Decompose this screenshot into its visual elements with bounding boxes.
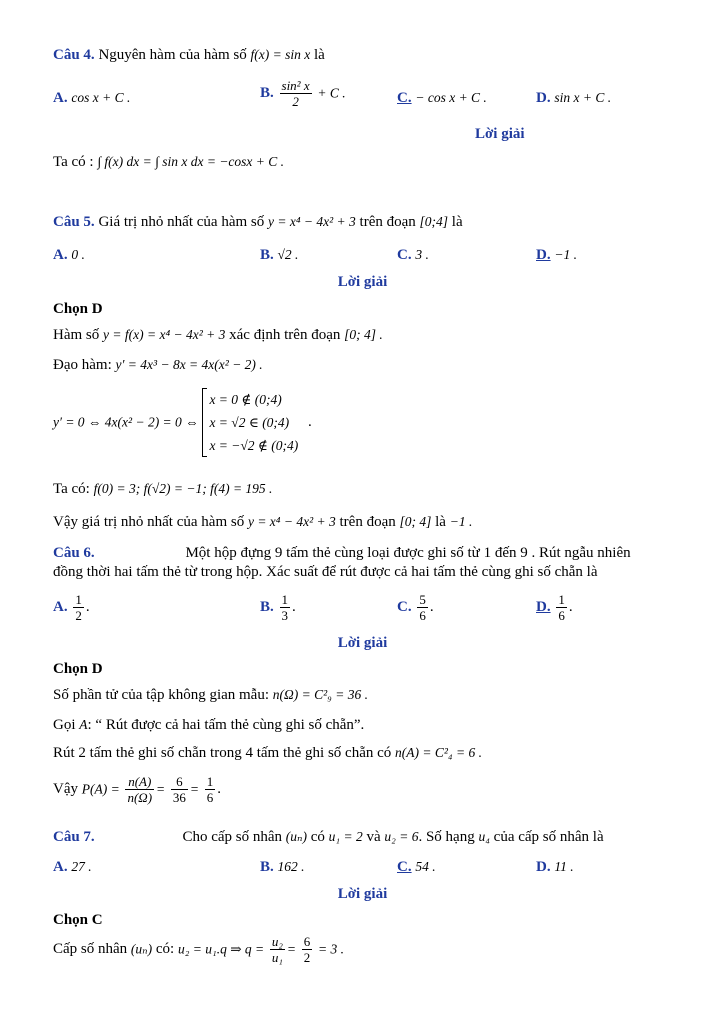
q4-option-b-label: B. [260, 85, 274, 101]
q5-step4 [53, 480, 272, 498]
q7-stem2: có [310, 829, 325, 845]
q7-step1-text2: có: [155, 941, 175, 957]
q6-step1 [53, 686, 368, 704]
q7-option-c-text: 54 . [415, 859, 436, 874]
q4-func: f(x) = sin x [250, 47, 311, 62]
q7-option-a-text: 27 . [71, 859, 92, 874]
q5-func: y = x⁴ − 4x² + 3 [267, 214, 356, 229]
q5-interval: [0;4] [419, 214, 449, 229]
q5-step5-text2: trên đoạn [339, 514, 396, 530]
q6-step4-f1-num: n(A) [125, 774, 154, 790]
q5-step5-math2: [0; 4] [399, 514, 432, 529]
q7-option-b[interactable] [260, 858, 305, 876]
q5-tail: là [451, 214, 463, 230]
q6-option-b-label: B. [260, 599, 274, 615]
q5-step5-math3: −1 . [449, 514, 473, 529]
q5-step5-text: Vậy giá trị nhỏ nhất của hàm số [53, 514, 245, 530]
q6-option-b-den: 3 [281, 608, 289, 623]
q5-step5 [53, 513, 472, 531]
q5-step1 [53, 326, 383, 344]
q7-option-a[interactable] [53, 858, 92, 876]
q4-option-d[interactable] [536, 89, 611, 107]
q4-option-b-num: sin² x [281, 78, 310, 93]
q7-option-c-label: C. [397, 859, 412, 875]
q7-choice: Chọn C [53, 912, 103, 928]
q4-option-a-text: cos x + C . [71, 90, 131, 105]
q5-option-c-label: C. [397, 247, 412, 263]
q6-stem-line2: đồng thời hai tấm thẻ từ trong hộp. Xác suất để rút được cả hai tấm thẻ cùng ghi số chẵn là [53, 564, 598, 580]
q6-option-c-fraction [417, 592, 428, 623]
q7-step1-f1-den: u₁ [271, 950, 283, 965]
q4-work-line [53, 153, 284, 171]
q6-option-c[interactable]: C. $\frac{5}{6}$ . [397, 592, 434, 623]
q5-mid: trên đoạn [359, 214, 416, 230]
q5-step3-lead: y′ = 0 ⇔ 4x(x² − 2) = 0 ⇔ [53, 414, 199, 430]
q5-choice: Chọn D [53, 301, 103, 317]
q7-stem-math3: u₂ = 6 [384, 829, 419, 844]
q4-option-a[interactable] [53, 89, 130, 107]
q6-solution-title: Lời giải [337, 635, 388, 651]
q7-step1-end: = 3 . [318, 941, 345, 957]
q7-step1-math: (uₙ) [130, 941, 153, 957]
q6-label: Câu 6. [53, 545, 95, 561]
q5-option-b-text: √2 . [277, 247, 299, 262]
q5-step3-case3: x = −√2 ∉ (0;4) [209, 438, 299, 453]
q7-option-d[interactable] [536, 858, 574, 876]
q6-step4-f2-den: 36 [172, 790, 186, 805]
q5-step1-math2: [0; 4] . [344, 327, 383, 342]
q5-option-d-text: −1 . [554, 247, 577, 262]
q6-option-b-num: 1 [281, 592, 289, 607]
q7-solution-title: Lời giải [337, 886, 388, 902]
q6-step4-f3-den: 6 [206, 790, 214, 805]
q4-option-b[interactable] [260, 78, 346, 109]
q5-option-c-text: 3 . [415, 247, 429, 262]
q4-stem-line [53, 46, 325, 64]
q6-stem-line1 [53, 544, 631, 562]
q4-option-b-fraction [280, 78, 312, 109]
q7-option-a-label: A. [53, 859, 68, 875]
q6-option-d-num: 1 [558, 592, 565, 607]
q6-step2-text2: : “ Rút được cả hai tấm thẻ cùng ghi số chẵn”. [87, 717, 365, 733]
q5-stem: Giá trị nhỏ nhất của hàm số [98, 214, 265, 230]
q5-step3-case2: x = √2 ∈ (0;4) [209, 415, 290, 430]
q6-step2 [53, 716, 364, 734]
q4-option-d-label: D. [536, 90, 551, 106]
q6-option-d-label: D. [536, 599, 551, 615]
q6-step4-f2-num: 6 [171, 774, 188, 790]
q7-step1-f1-num: u₂ [271, 934, 283, 949]
q4-stem: Nguyên hàm của hàm số [98, 47, 247, 63]
q7-stem-math2: u₁ = 2 [328, 829, 363, 844]
q7-option-b-text: 162 . [277, 859, 305, 874]
q7-option-b-label: B. [260, 859, 274, 875]
q7-step1: Cấp số nhân (uₙ) có: u₂ = u₁.q ⇒ q = $\frac{\text{u₂}}{\text{u₁}}$ = $\frac{6}{2}$ = 3 . [53, 934, 345, 965]
q7-stem-math1: (uₙ) [285, 829, 307, 844]
q6-option-a[interactable]: A. $\frac{1}{2}$ . [53, 592, 90, 623]
q6-step1-math: n(Ω) = C²₉ = 36 . [272, 687, 368, 702]
q7-option-d-label: D. [536, 859, 551, 875]
q6-stem1: Một hộp đựng 9 tấm thẻ cùng loại được ghi số từ 1 đến 9 . Rút ngẫu nhiên [185, 545, 631, 561]
q6-option-c-label: C. [397, 599, 412, 615]
q7-option-d-text: 11 . [554, 859, 574, 874]
q6-option-c-den: 6 [419, 608, 426, 623]
q7-step1-math2: u₂ = u₁.q ⇒ q = [177, 941, 265, 957]
q6-option-b-fraction [280, 592, 291, 623]
q6-step2-math: A [79, 717, 88, 732]
q5-option-a-text: 0 . [71, 247, 85, 262]
q7-stem5: của cấp số nhân là [493, 829, 604, 845]
q6-step4-f3-num: 1 [206, 774, 214, 789]
q5-step5-math: y = x⁴ − 4x² + 3 [247, 514, 336, 529]
q6-choice: Chọn D [53, 661, 103, 677]
q6-option-b[interactable]: B. $\frac{1}{3}$ . [260, 592, 296, 623]
q7-stem3: và [366, 829, 381, 845]
q7-stem-line [53, 828, 604, 846]
q4-tail: là [313, 47, 325, 63]
q7-step1-f2-den: 2 [303, 950, 311, 965]
q5-step4-text: Ta có: [53, 481, 90, 497]
q5-step1-text: Hàm số [53, 327, 100, 343]
q6-step3-math: n(A) = C²₄ = 6 . [395, 745, 482, 760]
q5-option-a[interactable] [53, 246, 85, 264]
q5-option-d[interactable] [536, 246, 577, 264]
q6-step3 [53, 744, 482, 762]
q6-option-a-label: A. [53, 599, 68, 615]
q4-work-math: ∫ f(x) dx = ∫ sin x dx = −cosx + C . [97, 154, 285, 169]
q4-option-c-text: − cos x + C . [415, 90, 487, 105]
q5-option-b[interactable] [260, 246, 298, 264]
q4-option-a-label: A. [53, 90, 68, 106]
q7-step1-text: Cấp số nhân [53, 941, 128, 957]
q6-step4-text: Vậy [53, 781, 78, 797]
q6-option-d-den: 6 [558, 608, 565, 623]
q7-option-c[interactable] [397, 858, 436, 876]
q6-step4-lead: P(A) = [81, 781, 120, 797]
q6-option-c-num: 5 [419, 592, 426, 607]
q5-step4-math: f(0) = 3; f(√2) = −1; f(4) = 195 . [93, 481, 273, 496]
q6-step4-f1-den: n(Ω) [127, 790, 153, 805]
q5-step2 [53, 356, 263, 374]
q5-step1-text2: xác định trên đoạn [229, 327, 341, 343]
q5-step3 [53, 388, 312, 457]
q4-option-c-label: C. [397, 90, 412, 106]
q6-step4-fraction3 [205, 774, 216, 805]
q5-option-d-label: D. [536, 247, 551, 263]
q6-option-a-num: 1 [75, 592, 82, 607]
q4-option-b-tail: + C . [317, 85, 346, 101]
q5-step1-math: y = f(x) = x⁴ − 4x² + 3 [103, 327, 226, 342]
q6-step4-fraction2 [171, 774, 188, 805]
q6-step4-fraction1 [125, 774, 154, 805]
q5-option-c[interactable] [397, 246, 429, 264]
q6-step2-text: Gọi [53, 717, 76, 733]
q6-step1-text: Số phần tử của tập không gian mẫu: [53, 687, 270, 703]
q6-step4: Vậy P(A) = $\frac{n(A)}{n(\Omega)}$ = $\frac{6}{36}$ = $\frac{1}{6}$ . [53, 774, 222, 805]
q5-step3-cases [202, 388, 298, 457]
q4-option-d-text: sin x + C . [554, 90, 612, 105]
q5-step2-math: y′ = 4x³ − 8x = 4x(x² − 2) . [115, 357, 263, 372]
q7-stem-math4: u₄ [478, 829, 490, 844]
q6-step3-text: Rút 2 tấm thẻ ghi số chẵn trong 4 tấm thẻ ghi số chẵn có [53, 745, 392, 761]
q6-option-d-fraction [556, 592, 567, 623]
q5-label: Câu 5. [53, 214, 95, 230]
q4-work-prefix: Ta có : [53, 154, 94, 170]
q7-step1-fraction1 [270, 934, 285, 965]
q7-step1-f2-num: 6 [303, 934, 311, 949]
q5-option-b-label: B. [260, 247, 274, 263]
q7-step1-fraction2 [302, 934, 313, 965]
q6-option-a-fraction [73, 592, 84, 623]
q7-stem1: Cho cấp số nhân [182, 829, 283, 845]
q6-option-d[interactable]: D. $\frac{1}{6}$ . [536, 592, 573, 623]
q5-step3-tail: . [308, 414, 312, 430]
q5-step2-text: Đạo hàm: [53, 357, 112, 373]
q4-solution-title: Lời giải [475, 126, 525, 142]
q5-step3-case1: x = 0 ∉ (0;4) [209, 392, 282, 407]
q4-option-b-den: 2 [292, 94, 299, 109]
q5-step5-text3: là [435, 514, 446, 530]
q5-solution-title: Lời giải [337, 274, 388, 290]
q4-option-c[interactable] [397, 89, 487, 107]
q7-label: Câu 7. [53, 829, 95, 845]
q5-stem-line [53, 213, 463, 231]
q6-option-a-den: 2 [75, 608, 82, 623]
q5-option-a-label: A. [53, 247, 68, 263]
q4-label: Câu 4. [53, 47, 95, 63]
q7-stem4: . Số hạng [418, 829, 475, 845]
